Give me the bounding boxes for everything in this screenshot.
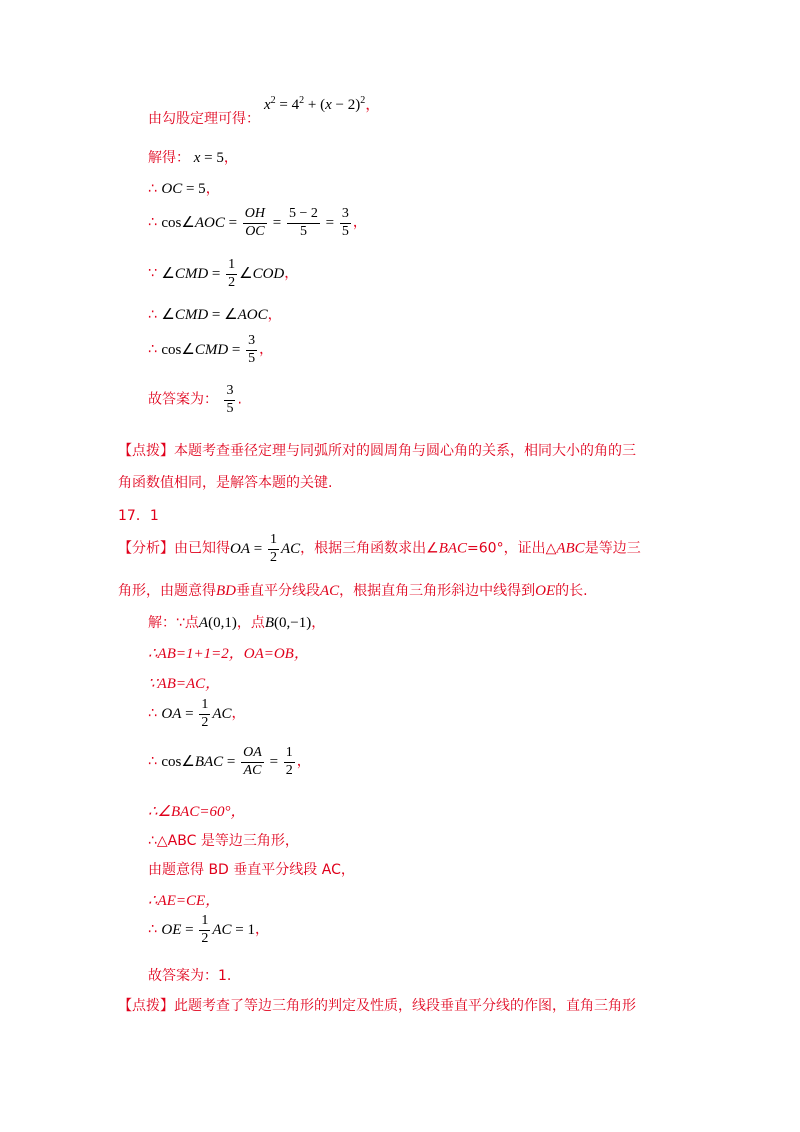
angle-bac-line: ∴∠BAC=60°， — [148, 804, 246, 820]
question-17-answer: 17．1 — [118, 508, 159, 524]
point-a: A(0,1) — [198, 615, 237, 631]
analysis-line-2 — [118, 580, 588, 600]
answer-label: 故答案为： — [148, 391, 218, 408]
answer-line-1: 故答案为： $\frac{3}{5}$ . — [148, 383, 242, 416]
oc-line: ∴ OC = 5， — [148, 181, 220, 197]
answer-line-2: 故答案为：1. — [148, 968, 232, 984]
point-b: B(0,−1) — [264, 615, 312, 631]
label: 【分析】由已知得 — [118, 540, 230, 557]
oa-half-line: ∴ OA = $\frac{1}{2}$ AC， — [148, 697, 246, 730]
equation: cos∠CMD = $\frac{3}{5}$ — [161, 333, 256, 366]
segment: BD — [216, 583, 236, 599]
therefore-symbol: ∴ — [148, 341, 157, 358]
analysis-line-1 — [118, 533, 641, 565]
therefore-symbol: ∴ — [148, 214, 157, 231]
segment: AC — [320, 583, 340, 599]
equation: x = 5 — [193, 150, 224, 166]
solution-points-line: 解：∵点A(0,1)，点B(0,−1)， — [148, 615, 326, 631]
text: ，根据直角三角形斜边中线得到 — [339, 583, 536, 599]
solve-line: 解得： x = 5， — [148, 150, 238, 166]
angle: BAC — [438, 540, 468, 557]
answer-fraction: $\frac{3}{5}$ — [226, 383, 234, 416]
pythagorean-equation: $x^2 = 4^2 + (x - 2)^2$， — [264, 95, 381, 113]
pythagorean-line — [148, 112, 260, 126]
text: =60°，证出△ — [467, 540, 557, 557]
therefore-symbol: ∴ — [148, 307, 157, 323]
oa-equation: OA = $\frac{1}{2}$ AC — [230, 532, 301, 565]
text: 角形，由题意得 — [118, 583, 216, 599]
ab-line: ∴AB=1+1=2，OA=OB， — [148, 646, 309, 662]
text: 垂直平分线段 — [236, 583, 320, 599]
ab-ac-line: ∵AB=AC， — [148, 676, 221, 692]
equilateral-line: ∴△ABC 是等边三角形， — [148, 833, 299, 849]
cmd-aoc-line: ∴ ∠CMD = ∠AOC， — [148, 307, 282, 323]
bd-line: 由题意得 BD 垂直平分线段 AC， — [148, 862, 355, 878]
therefore-symbol: ∴ — [148, 705, 157, 722]
cos-cmd-line: ∴ cos∠CMD = $\frac{3}{5}$ ， — [148, 333, 274, 366]
therefore-symbol: ∴ — [148, 753, 157, 770]
triangle: ABC — [556, 540, 585, 557]
equation: cos∠BAC = $\frac{OA}{AC}$ = $\frac{1}{2}$ — [161, 745, 293, 778]
text: 是等边三 — [584, 540, 641, 557]
cos-aoc-line: ∴ cos∠AOC = $\frac{OH}{OC}$ = $\frac{5 - 2}{5}$ = $\frac{3}{5}$ ， — [148, 206, 367, 239]
comment-1-line-1: 【点拨】本题考查垂径定理与同弧所对的圆周角与圆心角的关系，相同大小的角的三 — [118, 443, 636, 459]
therefore-symbol: ∴ — [148, 181, 157, 197]
equation: OA = $\frac{1}{2}$ AC — [161, 697, 232, 730]
therefore-symbol: ∴ — [148, 921, 157, 938]
cmd-cod-line: ∵ ∠CMD = $\frac{1}{2}$ ∠COD， — [148, 257, 299, 290]
label: 解：∵点 — [148, 615, 199, 631]
oe-line: ∴ OE = $\frac{1}{2}$ AC = 1， — [148, 913, 269, 946]
cos-bac-line: ∴ cos∠BAC = $\frac{OA}{AC}$ = $\frac{1}{2}$ ， — [148, 745, 311, 778]
equation: OC = 5 — [161, 181, 206, 197]
text: 的长. — [555, 583, 588, 599]
because-symbol: ∵ — [148, 265, 157, 282]
comment-2: 【点拨】此题考查了等边三角形的判定及性质，线段垂直平分线的作图，直角三角形 — [118, 998, 636, 1014]
comment-1-line-2: 角函数值相同，是解答本题的关键. — [118, 475, 333, 491]
equation: ∠CMD = $\frac{1}{2}$ ∠COD — [161, 257, 285, 290]
text: ，根据三角函数求出∠ — [300, 540, 439, 557]
equation: OE = $\frac{1}{2}$ AC = 1 — [161, 913, 255, 946]
equation: ∠CMD = ∠AOC — [161, 307, 268, 323]
equation: cos∠AOC = $\frac{OH}{OC}$ = $\frac{5 - 2}{5}$ = $\frac{3}{5}$ — [161, 206, 349, 239]
text: 由勾股定理可得： — [148, 111, 260, 127]
ae-ce-line: ∴AE=CE， — [148, 893, 221, 909]
segment: OE — [535, 583, 556, 599]
text: ，点 — [236, 615, 265, 631]
label: 解得： — [148, 150, 190, 166]
